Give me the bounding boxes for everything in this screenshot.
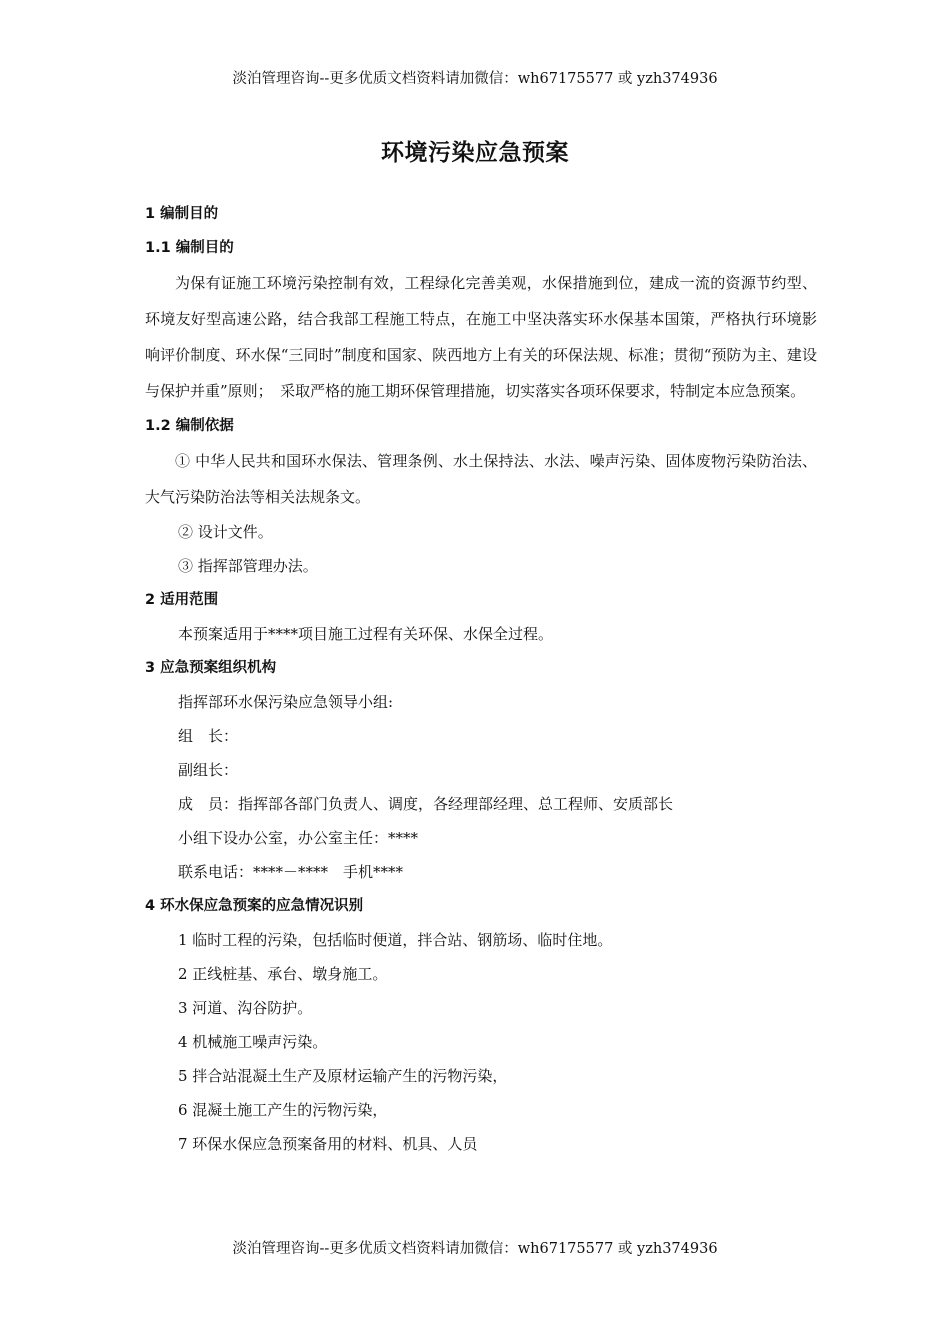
org-line: 副组长： bbox=[178, 761, 239, 779]
page-footer: 淡泊管理咨询--更多优质文档资料请加微信：wh67175577 或 yzh374936 bbox=[232, 1241, 718, 1257]
document-body bbox=[145, 197, 817, 1161]
section-1-2-item-3: ③ 指挥部管理办法。 bbox=[178, 557, 318, 575]
page-header: 淡泊管理咨询--更多优质文档资料请加微信：wh67175577 或 yzh374936 bbox=[232, 71, 718, 87]
section-1-1-paragraph: 为保有证施工环境污染控制有效，工程绿化完善美观，水保措施到位，建成一流的资源节约型、环境友好型高速公路，结合我部工程施工特点，在施工中坚决落实环水保基本国策，严格执行环境影响评价制度、环水保“三同时”制度和国家、陕西地方上有关的环保法规、标准；贯彻“预防为主、建设与保护并重”原则； 采取严格的施工期环保管理措施，切实落实各项环保要求，特制定本应急预案。 bbox=[145, 274, 817, 400]
list-item: 4 机械施工噪声污染。 bbox=[178, 1033, 328, 1051]
section-1-heading: 1 编制目的 bbox=[145, 206, 219, 222]
list-item: 3 河道、沟谷防护。 bbox=[178, 999, 313, 1017]
section-1-2-item-2: ② 设计文件。 bbox=[178, 523, 273, 541]
list-item: 7 环保水保应急预案备用的材料、机具、人员 bbox=[178, 1135, 478, 1153]
org-line: 组 长： bbox=[178, 727, 239, 745]
section-2-text: 本预案适用于****项目施工过程有关环保、水保全过程。 bbox=[178, 625, 554, 643]
list-item: 1 临时工程的污染，包括临时便道，拌合站、钢筋场、临时住地。 bbox=[178, 931, 613, 949]
org-line: 成 员：指挥部各部门负责人、调度，各经理部经理、总工程师、安质部长 bbox=[178, 795, 674, 813]
list-item: 6 混凝土施工产生的污物污染， bbox=[178, 1101, 388, 1119]
org-line: 指挥部环水保污染应急领导小组: bbox=[178, 693, 394, 711]
org-line: 联系电话：****－**** 手机**** bbox=[178, 863, 404, 881]
section-3-heading: 3 应急预案组织机构 bbox=[145, 660, 277, 676]
section-2-heading: 2 适用范围 bbox=[145, 592, 219, 608]
section-1-2-item-1: ① 中华人民共和国环水保法、管理条例、水土保持法、水法、噪声污染、固体废物污染防治法、大气污染防治法等相关法规条文。 bbox=[145, 452, 817, 506]
list-item: 2 正线桩基、承台、墩身施工。 bbox=[178, 965, 388, 983]
document-title: 环境污染应急预案 bbox=[381, 140, 569, 166]
list-item: 5 拌合站混凝土生产及原材运输产生的污物污染， bbox=[178, 1067, 508, 1085]
section-1-1-heading: 1.1 编制目的 bbox=[145, 240, 234, 256]
org-line: 小组下设办公室，办公室主任：**** bbox=[178, 829, 419, 847]
section-4-heading: 4 环水保应急预案的应急情况识别 bbox=[145, 898, 364, 914]
section-1-2-heading: 1.2 编制依据 bbox=[145, 418, 234, 434]
